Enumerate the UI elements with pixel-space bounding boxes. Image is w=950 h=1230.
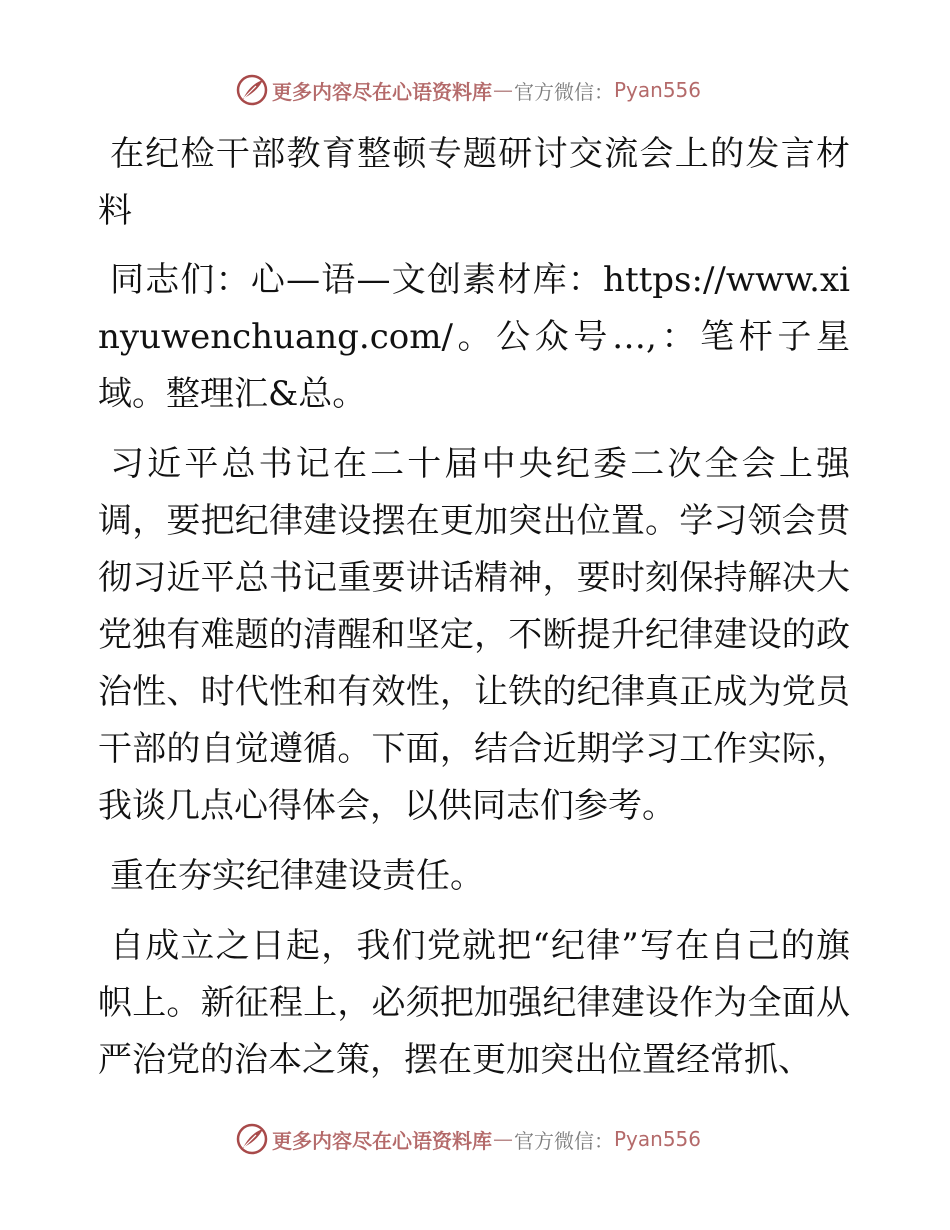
document-title: 在纪检干部教育整顿专题研讨交流会上的发言材料 — [98, 134, 850, 231]
section-heading: 重在夯实纪律建设责任。 — [110, 856, 484, 896]
watermark-id: Pyan556 — [614, 78, 702, 102]
paragraph-1: 同志们：心—语—文创素材库：https://www.xinyuwenchuang.com/。公众号…,：笔杆子星域。整理汇&总。 — [98, 260, 850, 414]
watermark-main-text: 更多内容尽在心语资料库 — [272, 1128, 492, 1153]
feather-logo-icon — [236, 1123, 268, 1155]
watermark-dash: — — [493, 1127, 513, 1151]
watermark-label: 官方微信： — [514, 79, 614, 104]
paragraph-2: 习近平总书记在二十届中央纪委二次全会上强调，要把纪律建设摆在更加突出位置。学习领会贯彻习近平总书记重要讲话精神，要时刻保持解决大党独有难题的清醒和坚定，不断提升纪律建设的政治性、时代性和有效性，让铁的纪律真正成为党员干部的自觉遵循。下面，结合近期学习工作实际，我谈几点心得体会，以供同志们参考。 — [98, 444, 850, 826]
watermark-id: Pyan556 — [614, 1127, 702, 1151]
watermark-dash: — — [493, 78, 513, 102]
page-footer-watermark — [236, 1122, 701, 1156]
paragraph-3: 自成立之日起，我们党就把“纪律”写在自己的旗帜上。新征程上，必须把加强纪律建设作为全面从严治党的治本之策，摆在更加突出位置经常抓、 — [98, 926, 850, 1080]
watermark-label: 官方微信： — [514, 1128, 614, 1153]
document-body — [98, 126, 850, 1089]
page-header-watermark — [236, 73, 701, 107]
feather-logo-icon — [236, 74, 268, 106]
watermark-main-text: 更多内容尽在心语资料库 — [272, 79, 492, 104]
